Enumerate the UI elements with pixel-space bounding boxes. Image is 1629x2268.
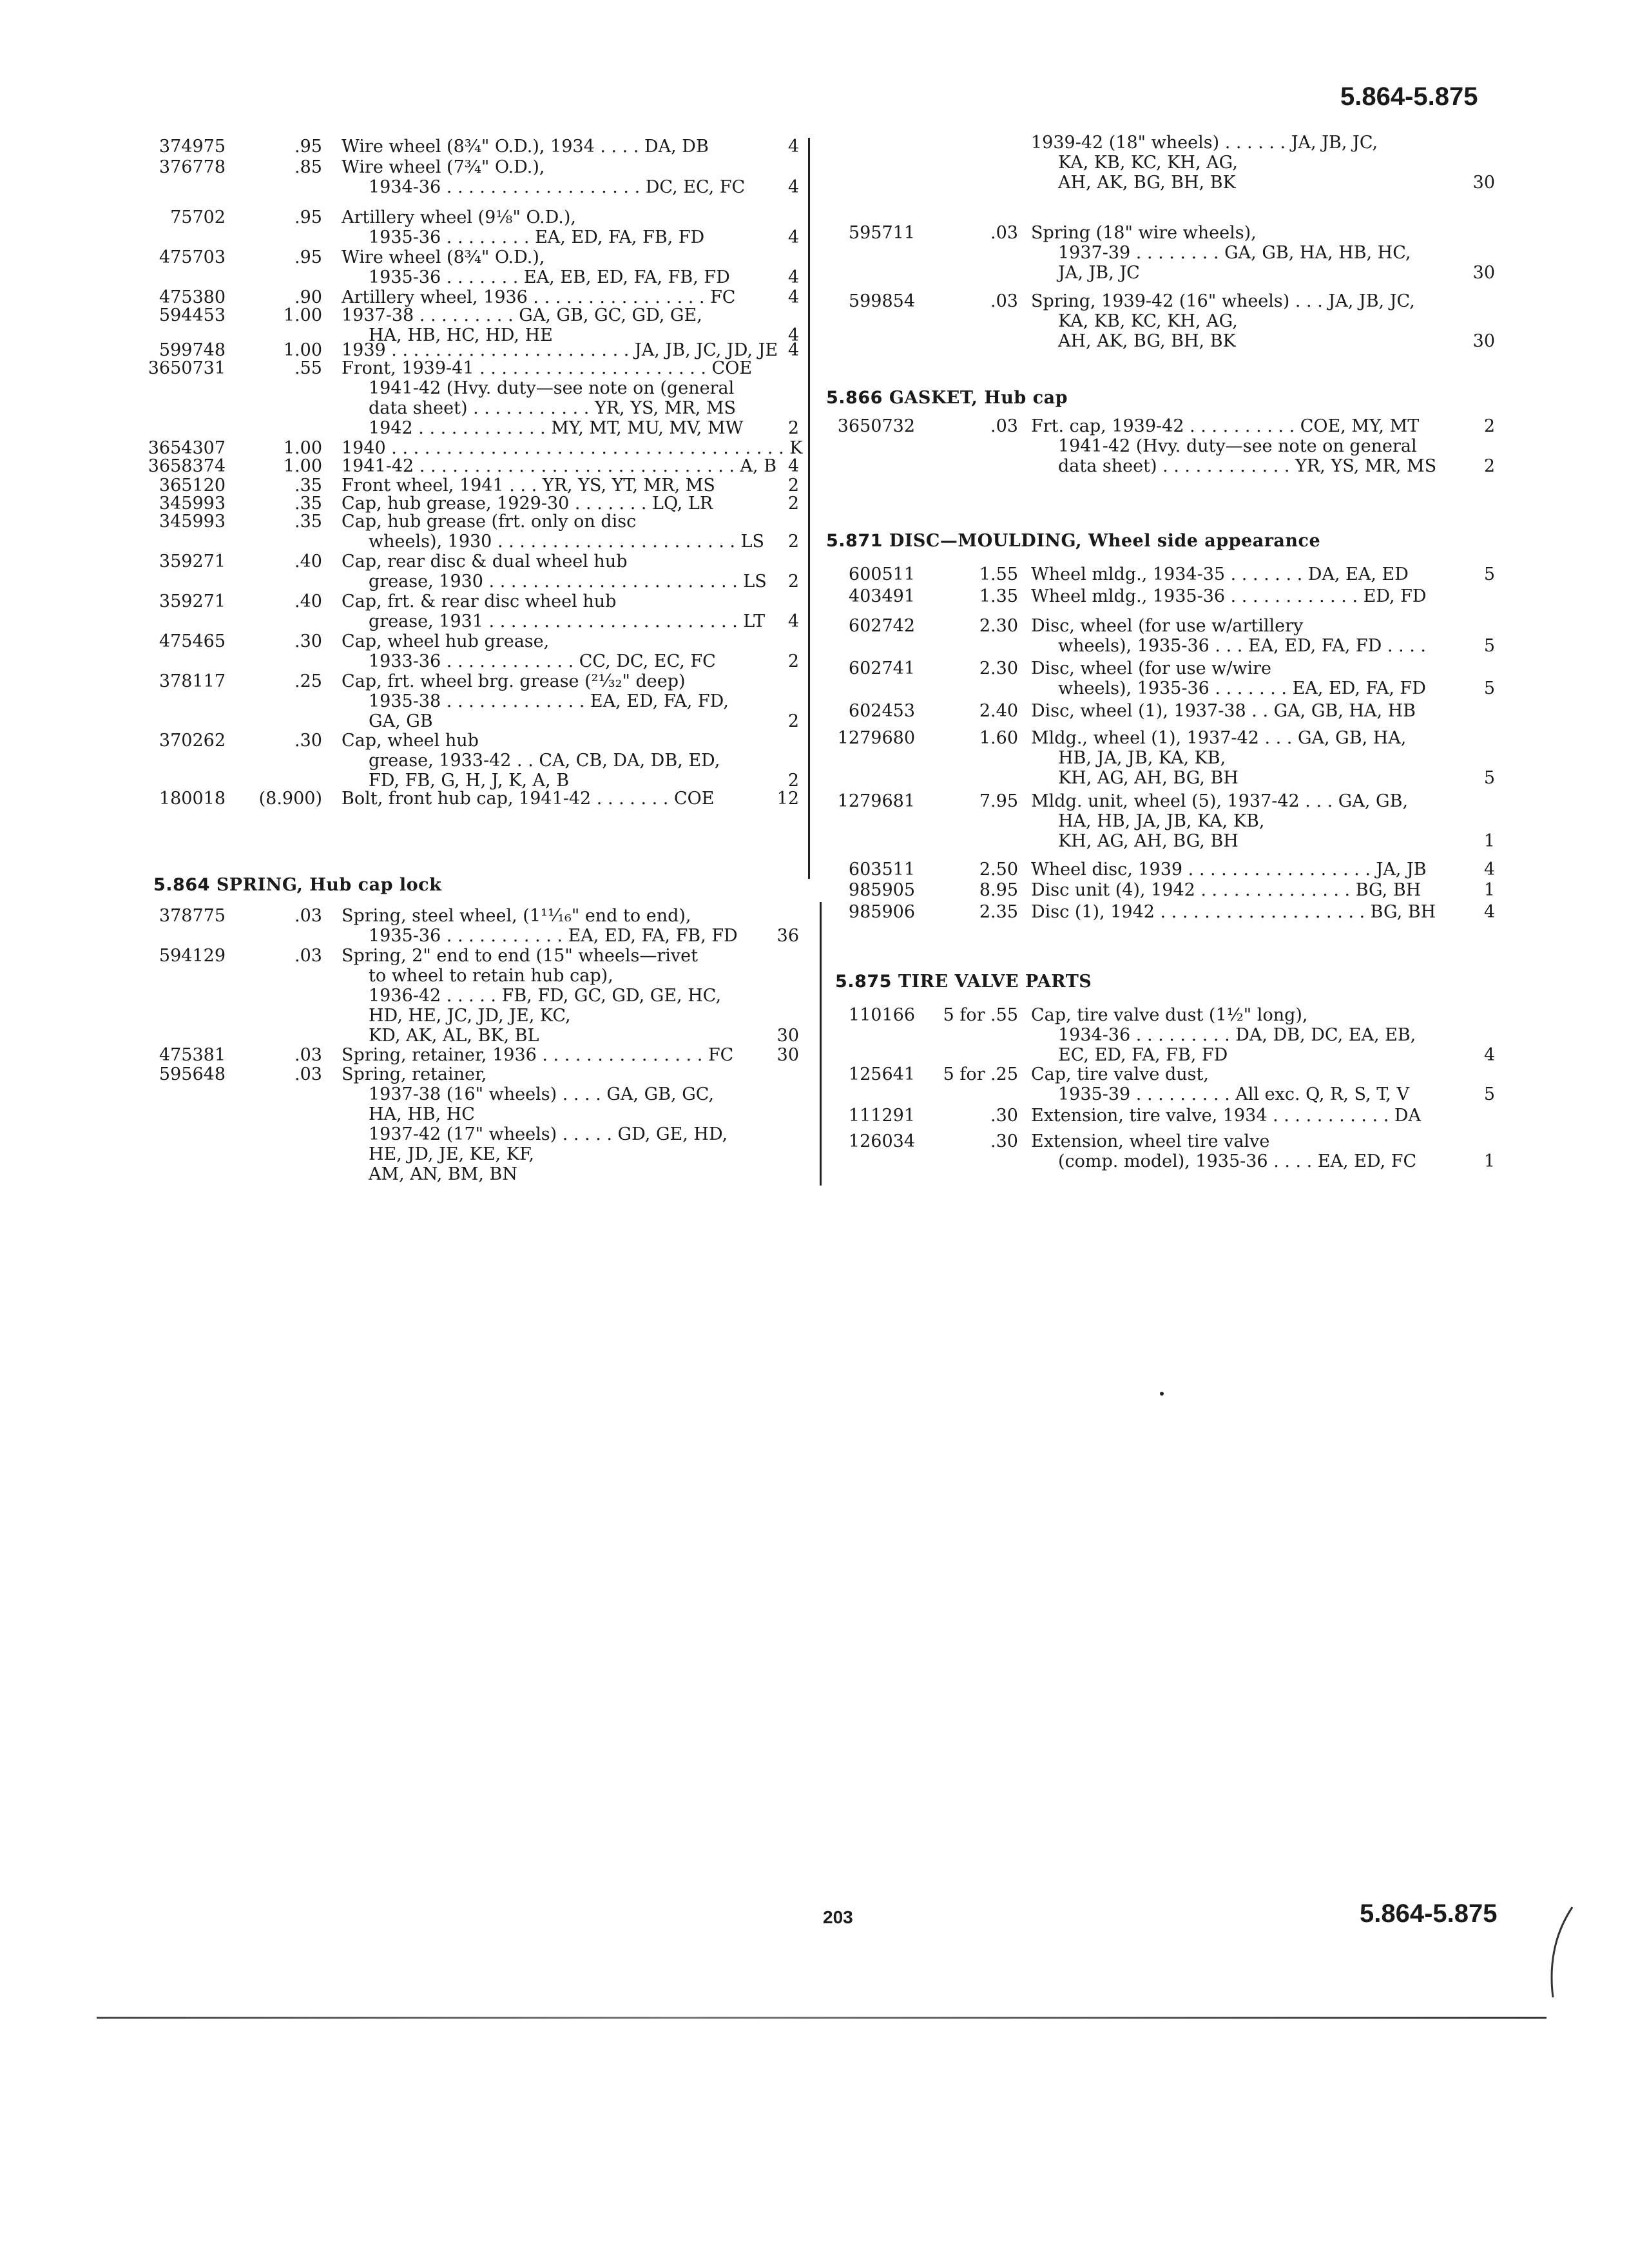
price: .55 [294, 358, 322, 378]
description-line: KA, KB, KC, KH, AG, [1058, 311, 1238, 331]
description-line: Spring, 1939-42 (16" wheels) . . . JA, JB, JC, [1031, 291, 1415, 311]
price: .03 [990, 223, 1018, 243]
part-number: 370262 [159, 731, 226, 751]
description-line: Disc unit (4), 1942 . . . . . . . . . . . . . . BG, BH [1031, 880, 1422, 900]
part-number: 125641 [848, 1064, 915, 1084]
part-number: 110166 [848, 1005, 915, 1025]
part-number: 595711 [848, 223, 915, 243]
description-line: 1935-36 . . . . . . . . EA, ED, FA, FB, FD [369, 227, 705, 247]
description-line: Front wheel, 1941 . . . YR, YS, YT, MR, MS [342, 476, 715, 495]
description-line: 1936-42 . . . . . FB, FD, GC, GD, GE, HC, [369, 986, 722, 1006]
description-line: Spring (18" wire wheels), [1031, 223, 1257, 243]
description [342, 906, 754, 946]
part-number: 3650731 [148, 358, 226, 378]
part-number: 180018 [159, 789, 226, 809]
description [1031, 1005, 1443, 1065]
description [1031, 564, 1443, 584]
price: .03 [294, 1064, 322, 1084]
description-line: data sheet) . . . . . . . . . . . YR, YS, MR, MS [369, 398, 737, 418]
price: .30 [990, 1106, 1018, 1126]
section-title: DISC—MOULDING, Wheel side appearance [889, 531, 1321, 551]
description-line: KD, AK, AL, BK, BL [369, 1026, 539, 1046]
quantity: 2 [787, 494, 799, 514]
price: 1.00 [283, 340, 322, 360]
price: 2.30 [979, 658, 1018, 678]
description-line: HA, HB, HC, HD, HE [369, 325, 553, 345]
description-line: 1937-42 (17" wheels) . . . . . GD, GE, HD, [369, 1124, 728, 1144]
quantity: 4 [1483, 1045, 1495, 1065]
price: .40 [294, 552, 322, 572]
description-line: Wheel mldg., 1934-35 . . . . . . . DA, EA, ED [1031, 564, 1409, 584]
description [342, 305, 754, 345]
price: .25 [294, 671, 322, 691]
description-line: KH, AG, AH, BG, BH [1058, 831, 1239, 851]
description [1031, 223, 1443, 283]
footer-range: 5.864-5.875 [1360, 1899, 1498, 1928]
description-line: Wire wheel (8¾" O.D.), [342, 247, 545, 267]
description-line: Cap, frt. & rear disc wheel hub [342, 591, 617, 611]
description-line: HA, HB, JA, JB, KA, KB, [1058, 811, 1265, 831]
price: 2.50 [979, 860, 1018, 879]
description [342, 287, 754, 307]
price: 1.00 [283, 456, 322, 476]
page-number: 203 [823, 1907, 853, 1927]
quantity: 30 [776, 1045, 799, 1065]
price: .03 [294, 906, 322, 926]
part-number: 985906 [848, 902, 915, 922]
quantity: 1 [1483, 831, 1495, 851]
quantity: 5 [1483, 768, 1495, 788]
part-number: 403491 [848, 586, 915, 606]
part-number: 600511 [848, 564, 915, 584]
description-line: JA, JB, JC [1058, 263, 1140, 283]
part-number: 359271 [159, 552, 226, 572]
description-line: 1941-42 . . . . . . . . . . . . . . . . . . . . . . . . . . . . . A, B [342, 456, 777, 476]
price: .30 [990, 1131, 1018, 1151]
quantity: 4 [787, 287, 799, 307]
description [342, 512, 764, 552]
price: 1.55 [979, 564, 1018, 584]
price: .35 [294, 494, 322, 514]
part-number: 603511 [848, 860, 915, 879]
description [1031, 1106, 1443, 1126]
price: 1.60 [979, 728, 1018, 748]
description-line: Artillery wheel (9⅛" O.D.), [342, 207, 576, 227]
description [342, 494, 754, 514]
quantity: 2 [787, 771, 799, 791]
price: 1.00 [283, 305, 322, 325]
description-line: KH, AG, AH, BG, BH [1058, 768, 1239, 788]
quantity: 4 [787, 137, 799, 157]
description-line: 1933-36 . . . . . . . . . . . . CC, DC, EC, FC [369, 651, 716, 671]
description [342, 340, 778, 360]
quantity: 4 [1483, 860, 1495, 879]
price: .85 [294, 157, 322, 177]
part-number: 376778 [159, 157, 226, 177]
description-line: 1941-42 (Hvy. duty—see note on (general [369, 378, 735, 398]
section-title: TIRE VALVE PARTS [898, 972, 1092, 992]
quantity: 5 [1483, 678, 1495, 698]
description-line: Extension, wheel tire valve [1031, 1131, 1270, 1151]
description [1031, 791, 1443, 851]
description [342, 731, 754, 791]
description-line: 1935-38 . . . . . . . . . . . . . EA, ED, FA, FD, [369, 691, 729, 711]
description-line: Disc, wheel (for use w/wire [1031, 658, 1272, 678]
description-line: Wheel disc, 1939 . . . . . . . . . . . . . . . . . JA, JB [1031, 860, 1427, 879]
part-number: 594453 [159, 305, 226, 325]
part-number: 3650732 [837, 416, 915, 436]
price: 2.30 [979, 616, 1018, 636]
description-line: 1934-36 . . . . . . . . . . . . . . . . . . DC, EC, FC [369, 177, 746, 197]
description-line: Spring, retainer, 1936 . . . . . . . . . . . . . . . FC [342, 1045, 734, 1065]
description-line: Cap, tire valve dust (1½" long), [1031, 1005, 1308, 1025]
price: .03 [990, 291, 1018, 311]
price: .03 [990, 416, 1018, 436]
description-line: EC, ED, FA, FB, FD [1058, 1045, 1228, 1065]
description [342, 946, 754, 1046]
description-line: HA, HB, HC [369, 1104, 475, 1124]
description-line: 1939 . . . . . . . . . . . . . . . . . . . . . . JA, JB, JC, JD, JE [342, 340, 778, 360]
quantity: 2 [787, 651, 799, 671]
description-line: wheels), 1930 . . . . . . . . . . . . . . . . . . . . . . LS [369, 532, 764, 552]
description [1031, 902, 1443, 922]
description-line: Mldg. unit, wheel (5), 1937-42 . . . GA, GB, [1031, 791, 1409, 811]
description-line: HE, JD, JE, KE, KF, [369, 1144, 535, 1164]
description-line: 1935-36 . . . . . . . . . . . EA, ED, FA, FB, FD [369, 926, 738, 946]
description [1031, 701, 1443, 721]
price: 2.35 [979, 902, 1018, 922]
description-line: Cap, rear disc & dual wheel hub [342, 552, 628, 572]
description [1031, 880, 1443, 900]
price: (8.900) [258, 789, 322, 809]
section-number: 5.871 [826, 531, 883, 551]
description-line: Cap, wheel hub [342, 731, 479, 751]
description [342, 137, 754, 157]
part-number: 111291 [848, 1106, 915, 1126]
description [342, 358, 754, 438]
part-number: 359271 [159, 591, 226, 611]
part-number: 599748 [159, 340, 226, 360]
description-line: Wire wheel (8¾" O.D.), 1934 . . . . DA, DB [342, 137, 709, 157]
description-line: AH, AK, BG, BH, BK [1058, 331, 1236, 351]
quantity: 5 [1483, 1084, 1495, 1104]
section-title: GASKET, Hub cap [889, 388, 1068, 408]
description-line: Frt. cap, 1939-42 . . . . . . . . . . COE, MY, MT [1031, 416, 1420, 436]
quantity: 4 [787, 340, 799, 360]
description [1031, 133, 1443, 193]
description-line: Cap, tire valve dust, [1031, 1064, 1209, 1084]
part-number: 3654307 [148, 438, 226, 458]
quantity: 30 [1472, 263, 1495, 283]
description [1031, 728, 1443, 788]
part-number: 602741 [848, 658, 915, 678]
part-number: 378775 [159, 906, 226, 926]
section-heading-5-864 [153, 875, 441, 895]
description [342, 1045, 754, 1065]
quantity: 4 [787, 177, 799, 197]
description-line: Disc, wheel (1), 1937-38 . . GA, GB, HA, HB [1031, 701, 1416, 721]
description-line: Wheel mldg., 1935-36 . . . . . . . . . . . . ED, FD [1031, 586, 1427, 606]
description-line: Spring, 2" end to end (15" wheels—rivet [342, 946, 698, 966]
price: .90 [294, 287, 322, 307]
description-line: Cap, hub grease (frt. only on disc [342, 512, 637, 532]
description-line: Bolt, front hub cap, 1941-42 . . . . . . . COE [342, 789, 715, 809]
description [1031, 658, 1443, 698]
part-number: 3658374 [148, 456, 226, 476]
description-line: 1935-36 . . . . . . . EA, EB, ED, FA, FB, FD [369, 267, 730, 287]
quantity: 12 [776, 789, 799, 809]
quantity: 2 [787, 711, 799, 731]
description-line: 1942 . . . . . . . . . . . . MY, MT, MU, MV, MW [369, 418, 744, 438]
quantity: 2 [787, 532, 799, 552]
description-line: wheels), 1935-36 . . . EA, ED, FA, FD . . . . [1058, 636, 1426, 656]
price: 7.95 [979, 791, 1018, 811]
price: 5 for .25 [943, 1064, 1018, 1084]
section-heading-5-875 [835, 972, 1092, 992]
quantity: 1 [1483, 1151, 1495, 1171]
description-line: Disc (1), 1942 . . . . . . . . . . . . . . . . . . . BG, BH [1031, 902, 1436, 922]
quantity: 5 [1483, 636, 1495, 656]
description-line: Front, 1939-41 . . . . . . . . . . . . . . . . . . . . . COE [342, 358, 753, 378]
price: .95 [294, 207, 322, 227]
part-number: 475703 [159, 247, 226, 267]
part-number: 475381 [159, 1045, 226, 1065]
description [342, 247, 754, 287]
description-line: Cap, frt. wheel brg. grease (²¹⁄₃₂" deep) [342, 671, 686, 691]
description [1031, 1064, 1443, 1104]
section-number: 5.875 [835, 972, 892, 992]
description-line: (comp. model), 1935-36 . . . . EA, ED, FC [1058, 1151, 1417, 1171]
description [342, 157, 754, 197]
quantity: 30 [1472, 331, 1495, 351]
column-divider-lower [820, 902, 822, 1186]
part-number: 985905 [848, 880, 915, 900]
price: 2.40 [979, 701, 1018, 721]
section-title: SPRING, Hub cap lock [216, 875, 442, 895]
quantity: 4 [787, 611, 799, 631]
description-line: Spring, steel wheel, (1¹¹⁄₁₆" end to end), [342, 906, 691, 926]
description-line: Spring, retainer, [342, 1064, 487, 1084]
price: .03 [294, 946, 322, 966]
quantity: 5 [1483, 564, 1495, 584]
description [1031, 291, 1443, 351]
quantity: 30 [776, 1026, 799, 1046]
description-line: 1935-39 . . . . . . . . . All exc. Q, R, S, T, V [1058, 1084, 1409, 1104]
description [1031, 416, 1443, 476]
description-line: Cap, hub grease, 1929-30 . . . . . . . LQ, LR [342, 494, 713, 514]
quantity: 2 [787, 418, 799, 438]
price: .35 [294, 512, 322, 532]
price: 1.35 [979, 586, 1018, 606]
description [342, 671, 754, 731]
quantity: 4 [787, 267, 799, 287]
part-number: 595648 [159, 1064, 226, 1084]
description-line: grease, 1930 . . . . . . . . . . . . . . . . . . . . . . . LS [369, 572, 767, 591]
description-line: AH, AK, BG, BH, BK [1058, 173, 1236, 193]
description-line: 1937-39 . . . . . . . . GA, GB, HA, HB, HC, [1058, 243, 1411, 263]
description [342, 456, 777, 476]
price: 8.95 [979, 880, 1018, 900]
part-number: 378117 [159, 671, 226, 691]
description-line: 1941-42 (Hvy. duty—see note on general [1058, 436, 1417, 456]
price: .35 [294, 476, 322, 495]
description-line: Artillery wheel, 1936 . . . . . . . . . . . . . . . . FC [342, 287, 736, 307]
price: .95 [294, 137, 322, 157]
part-number: 599854 [848, 291, 915, 311]
part-number: 602742 [848, 616, 915, 636]
price: .30 [294, 631, 322, 651]
description-line: Extension, tire valve, 1934 . . . . . . . . . . . DA [1031, 1106, 1422, 1126]
description-line: data sheet) . . . . . . . . . . . . YR, YS, MR, MS [1058, 456, 1437, 476]
description-line: HB, JA, JB, KA, KB, [1058, 748, 1226, 768]
description-line: 1934-36 . . . . . . . . . DA, DB, DC, EA, EB, [1058, 1025, 1416, 1045]
quantity: 1 [1483, 880, 1495, 900]
description-line: to wheel to retain hub cap), [369, 966, 613, 986]
description-line: AM, AN, BM, BN [369, 1164, 517, 1184]
description [342, 1064, 754, 1184]
section-heading-5-871 [826, 531, 1320, 551]
quantity: 4 [787, 456, 799, 476]
description-line: Disc, wheel (for use w/artillery [1031, 616, 1304, 636]
scan-bracket-mark [1534, 1894, 1585, 2023]
part-number: 475465 [159, 631, 226, 651]
page-header-range: 5.864-5.875 [1340, 82, 1478, 111]
part-number: 602453 [848, 701, 915, 721]
part-number: 126034 [848, 1131, 915, 1151]
description-line: grease, 1933-42 . . CA, CB, DA, DB, ED, [369, 751, 720, 771]
quantity: 2 [787, 476, 799, 495]
part-number: 1279680 [837, 728, 915, 748]
description [1031, 1131, 1443, 1171]
description [342, 591, 766, 631]
bottom-rule [97, 2017, 1547, 2019]
description [1031, 616, 1443, 656]
description-line: grease, 1931 . . . . . . . . . . . . . . . . . . . . . . . LT [369, 611, 766, 631]
description [342, 789, 754, 809]
description-line: 1937-38 . . . . . . . . . GA, GB, GC, GD, GE, [342, 305, 702, 325]
description-line: 1939-42 (18" wheels) . . . . . . JA, JB, JC, [1031, 133, 1378, 153]
description [1031, 860, 1443, 879]
price: 1.00 [283, 438, 322, 458]
section-number: 5.864 [153, 875, 210, 895]
quantity: 36 [776, 926, 799, 946]
description-line: KA, KB, KC, KH, AG, [1058, 153, 1238, 173]
description-line: wheels), 1935-36 . . . . . . . EA, ED, FA, FD [1058, 678, 1426, 698]
quantity: 4 [1483, 902, 1495, 922]
description [342, 438, 803, 458]
description-line: GA, GB [369, 711, 433, 731]
part-number: 1279681 [837, 791, 915, 811]
description [342, 207, 754, 247]
part-number: 594129 [159, 946, 226, 966]
part-number: 345993 [159, 494, 226, 514]
quantity: 30 [1472, 173, 1495, 193]
description-line: Cap, wheel hub grease, [342, 631, 550, 651]
part-number: 475380 [159, 287, 226, 307]
description [1031, 586, 1443, 606]
description [342, 552, 767, 591]
section-heading-5-866 [826, 388, 1068, 408]
price: .40 [294, 591, 322, 611]
quantity: 2 [787, 572, 799, 591]
quantity-secondary: 2 [1483, 456, 1495, 476]
quantity: 2 [1483, 416, 1495, 436]
part-number: 345993 [159, 512, 226, 532]
price: .03 [294, 1045, 322, 1065]
description-line: Mldg., wheel (1), 1937-42 . . . GA, GB, HA, [1031, 728, 1407, 748]
price: 5 for .55 [943, 1005, 1018, 1025]
description-line: 1940 . . . . . . . . . . . . . . . . . . . . . . . . . . . . . . . . . . . . K [342, 438, 803, 458]
description-line: FD, FB, G, H, J, K, A, B [369, 771, 570, 791]
description-line: 1937-38 (16" wheels) . . . . GA, GB, GC, [369, 1084, 715, 1104]
scan-dot [1160, 1392, 1164, 1396]
description-line: HD, HE, JC, JD, JE, KC, [369, 1006, 571, 1026]
price: .95 [294, 247, 322, 267]
part-number: 75702 [170, 207, 226, 227]
description [342, 476, 754, 495]
price: .30 [294, 731, 322, 751]
section-number: 5.866 [826, 388, 883, 408]
description [342, 631, 754, 671]
description-line: Wire wheel (7¾" O.D.), [342, 157, 545, 177]
part-number: 365120 [159, 476, 226, 495]
quantity: 4 [787, 227, 799, 247]
column-divider-upper [808, 138, 810, 879]
part-number: 374975 [159, 137, 226, 157]
quantity: 4 [787, 325, 799, 345]
